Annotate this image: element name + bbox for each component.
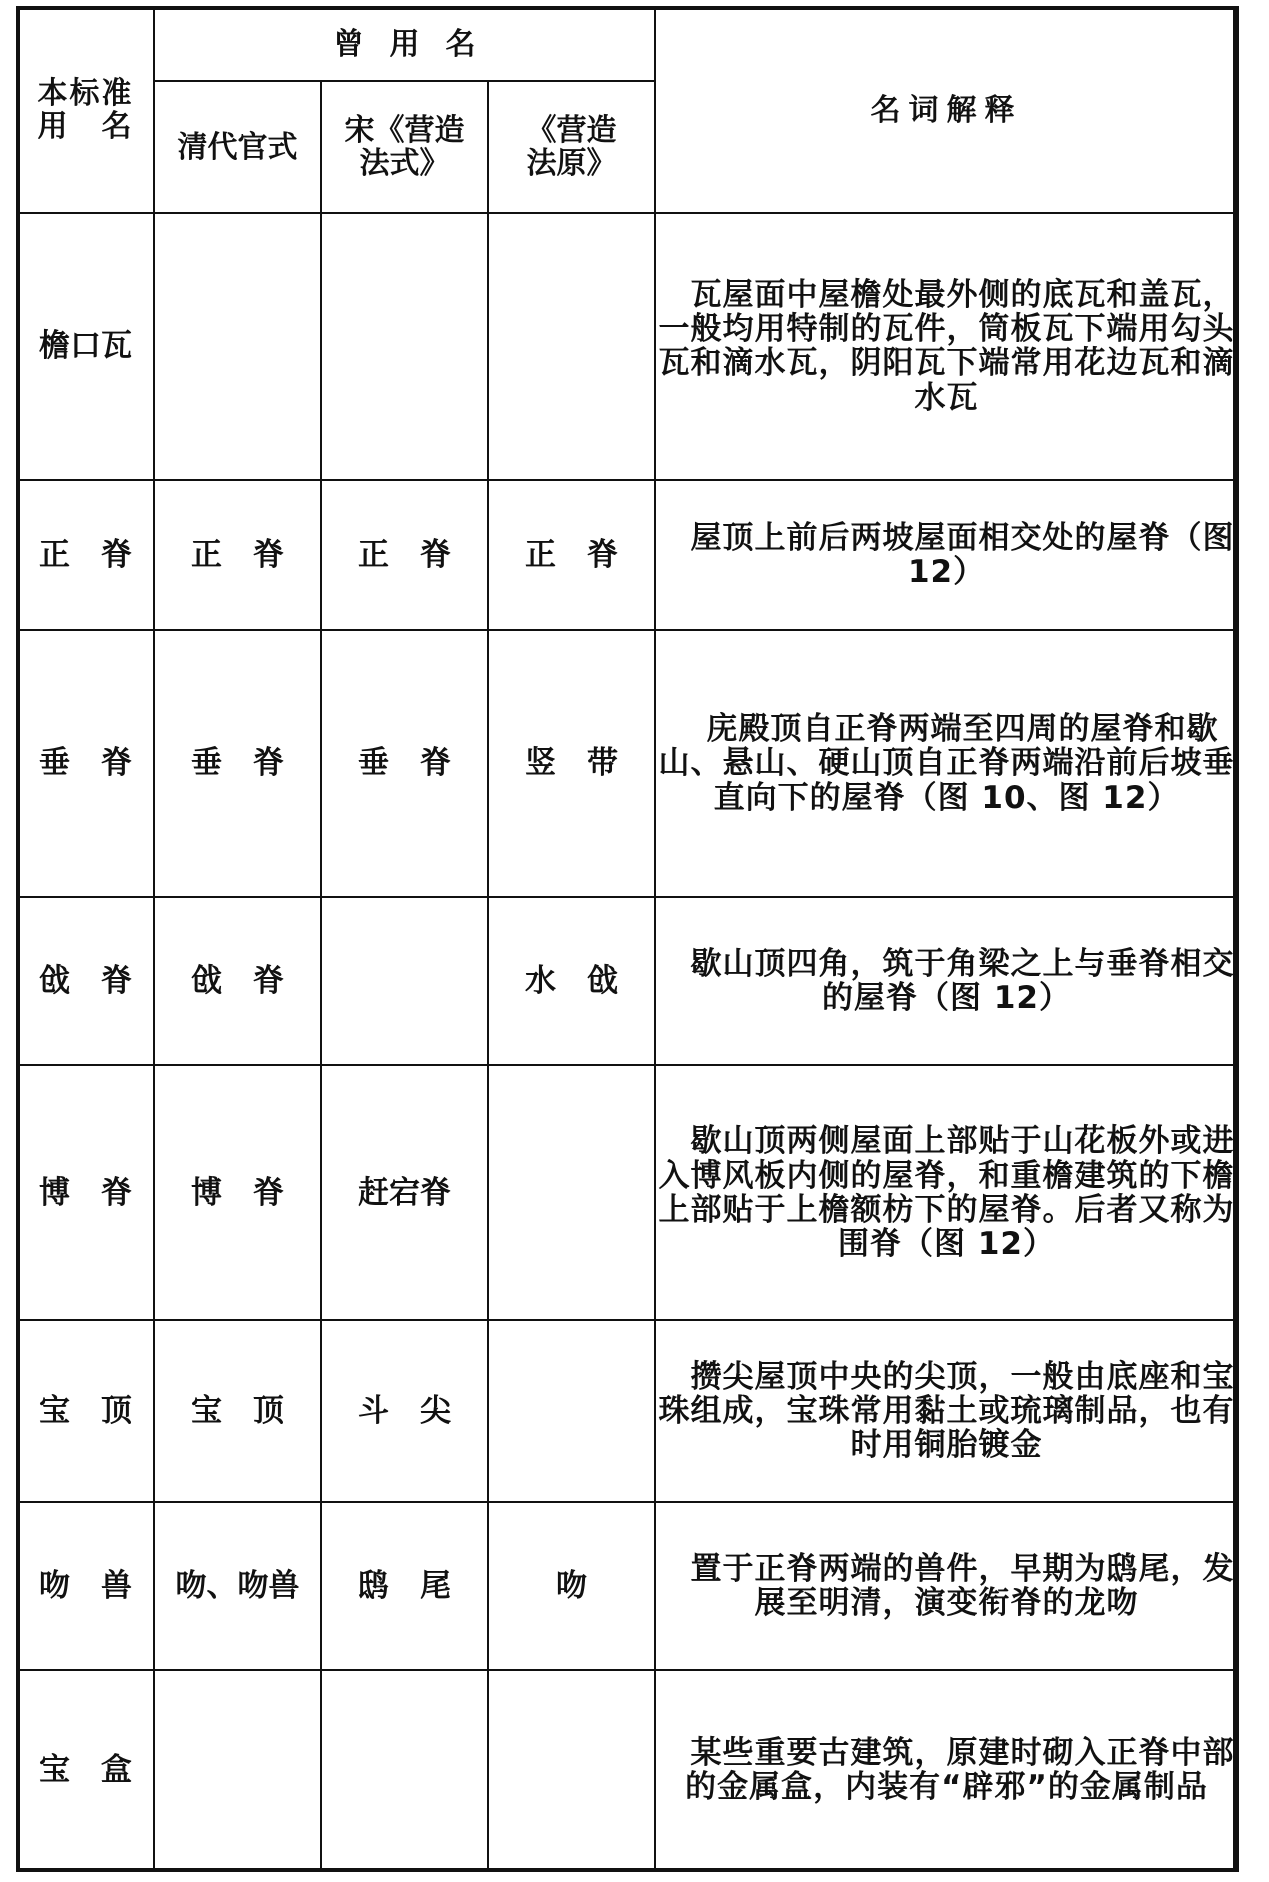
cell-qing: 吻、吻兽 [154, 1502, 321, 1670]
header-song: 宋《营造 法式》 [321, 81, 488, 213]
cell-fayuan: 水 戗 [488, 897, 655, 1065]
cell-fayuan: 正 脊 [488, 480, 655, 630]
cell-standard: 戗 脊 [17, 897, 154, 1065]
cell-standard: 宝 顶 [17, 1320, 154, 1502]
cell-standard: 宝 盒 [17, 1670, 154, 1871]
cell-explanation: 攒尖屋顶中央的尖顶，一般由底座和宝珠组成，宝珠常用黏土或琉璃制品，也有时用铜胎镀金 [655, 1320, 1238, 1502]
header-standard-name: 本标准 用 名 [17, 7, 154, 213]
cell-explanation: 庑殿顶自正脊两端至四周的屋脊和歇山、悬山、硬山顶自正脊两端沿前后坡垂直向下的屋脊（图 10、图 12） [655, 630, 1238, 898]
header-explanation: 名词解释 [655, 7, 1238, 213]
cell-song: 斗 尖 [321, 1320, 488, 1502]
header-former-names: 曾用名 [154, 7, 655, 81]
cell-qing: 戗 脊 [154, 897, 321, 1065]
cell-song: 鸱 尾 [321, 1502, 488, 1670]
cell-qing: 正 脊 [154, 480, 321, 630]
cell-explanation: 屋顶上前后两坡屋面相交处的屋脊（图 12） [655, 480, 1238, 630]
cell-explanation: 某些重要古建筑，原建时砌入正脊中部的金属盒，内装有“辟邪”的金属制品 [655, 1670, 1238, 1871]
cell-explanation: 置于正脊两端的兽件，早期为鸱尾，发展至明清，演变衔脊的龙吻 [655, 1502, 1238, 1670]
cell-song: 赶宕脊 [321, 1065, 488, 1320]
cell-song: 正 脊 [321, 480, 488, 630]
header-fayuan: 《营造 法原》 [488, 81, 655, 213]
cell-standard: 吻 兽 [17, 1502, 154, 1670]
cell-qing: 宝 顶 [154, 1320, 321, 1502]
cell-standard: 檐口瓦 [17, 213, 154, 480]
cell-qing: 垂 脊 [154, 630, 321, 898]
cell-explanation: 歇山顶四角，筑于角梁之上与垂脊相交的屋脊（图 12） [655, 897, 1238, 1065]
cell-standard: 博 脊 [17, 1065, 154, 1320]
table-outer-border [16, 6, 1237, 1872]
cell-fayuan: 吻 [488, 1502, 655, 1670]
cell-song: 垂 脊 [321, 630, 488, 898]
cell-explanation: 瓦屋面中屋檐处最外侧的底瓦和盖瓦，一般均用特制的瓦件，筒板瓦下端用勾头瓦和滴水瓦，阴阳瓦下端常用花边瓦和滴水瓦 [655, 213, 1238, 480]
cell-qing: 博 脊 [154, 1065, 321, 1320]
cell-standard: 垂 脊 [17, 630, 154, 898]
cell-fayuan: 竖 带 [488, 630, 655, 898]
cell-standard: 正 脊 [17, 480, 154, 630]
header-qing: 清代官式 [154, 81, 321, 213]
cell-explanation: 歇山顶两侧屋面上部贴于山花板外或进入博风板内侧的屋脊，和重檐建筑的下檐上部贴于上檐额枋下的屋脊。后者又称为围脊（图 12） [655, 1065, 1238, 1320]
